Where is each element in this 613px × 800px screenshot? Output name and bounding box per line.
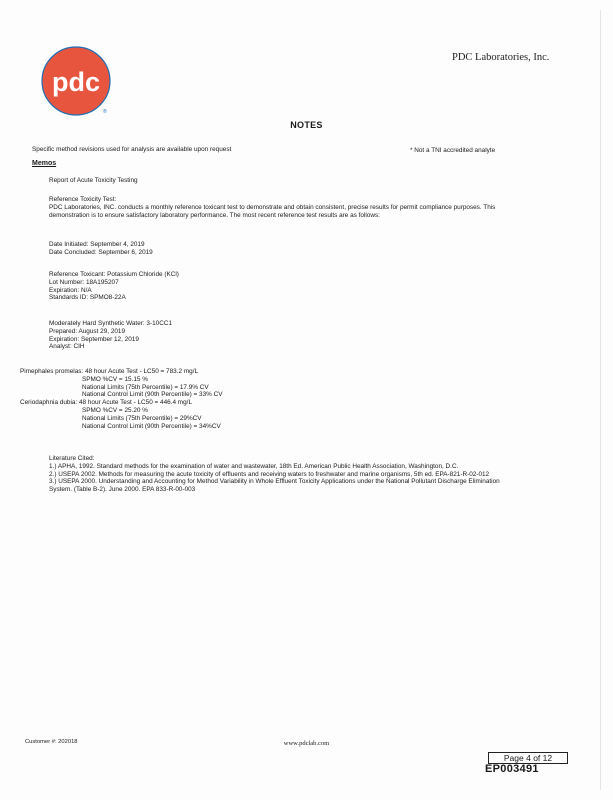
ceriodaphnia-control: National Control Limit (90th Percentile) = 34%CV: [82, 422, 221, 430]
analyst: Analyst: CIH: [49, 343, 85, 351]
ceriodaphnia-national: National Limits (75th Percentile) = 29%CV: [82, 414, 202, 422]
svg-text:pdc: pdc: [51, 67, 101, 97]
literature-item: 3.) USEPA 2000. Understanding and Accounting for Method Variability in Whole Effluent Toxicity Applications under the National Pollutant Discharge Elimination System. (Table B-2). June 2000. EPA 833-R-00-003: [49, 478, 500, 494]
lot-number: Lot Number: 18A195207: [49, 278, 119, 286]
pimephales-national: National Limits (75th Percentile) = 17.9% CV: [82, 383, 209, 391]
expiration: Expiration: N/A: [49, 286, 92, 294]
tni-note: * Not a TNI accredited analyte: [410, 147, 496, 154]
literature-heading: Literature Cited:: [49, 455, 95, 462]
page-number: Page 4 of 12: [488, 752, 568, 764]
dates-section: [49, 241, 509, 257]
literature-section: [49, 455, 511, 494]
pdc-logo: [40, 45, 112, 117]
svg-text:®: ®: [103, 109, 107, 115]
pimephales-control: National Control Limit (90th Percentile) = 33% CV: [82, 391, 223, 399]
page-title: NOTES: [290, 120, 323, 130]
date-initiated: Date Initiated: September 4, 2019: [49, 241, 145, 248]
prepared: Prepared: August 29, 2019: [49, 327, 126, 335]
customer-number: Customer #: 202018: [25, 739, 78, 745]
water: Moderately Hard Synthetic Water: 3-10CC1: [49, 320, 173, 327]
ceriodaphnia-spmo: SPMO %CV = 25.20 %: [82, 407, 148, 415]
reference-section: [49, 196, 509, 219]
toxicant: Reference Toxicant: Potassium Chloride (KCl): [49, 271, 179, 278]
revisions-note: Specific method revisions used for analysis are available upon request: [32, 146, 232, 153]
website-url: www.pdclab.com: [283, 740, 330, 747]
company-name: PDC Laboratories, Inc.: [452, 52, 550, 63]
results-section: [20, 368, 490, 431]
pimephales-result: Pimephales promelas: 48 hour Acute Test - LC50 = 783.2 mg/L: [20, 368, 199, 375]
memos-heading: Memos: [32, 160, 57, 167]
date-concluded: Date Concluded: September 6, 2019: [49, 248, 153, 256]
reference-heading: Reference Toxicity Test:: [49, 196, 117, 203]
report-title: Report of Acute Toxicity Testing: [49, 177, 138, 184]
water-section: [49, 320, 509, 351]
document-id: EP003491: [485, 763, 539, 775]
water-expiration: Expiration: September 12, 2019: [49, 335, 139, 343]
pimephales-spmo: SPMO %CV = 15.15 %: [82, 375, 148, 383]
literature-item: 1.) APHA, 1992. Standard methods for the examination of water and wastewater, 18th Ed. American Public Health Association, Washington, D.C.: [49, 462, 459, 470]
reference-body: PDC Laboratories, INC. conducts a monthly reference toxicant test to demonstrate and obtain consistent, precise results for permit compliance purposes. This demonstration is to ensure satisfactory laboratory performance. The most recent reference test results are as follows:: [49, 203, 496, 219]
literature-item: 2.) USEPA 2002. Methods for measuring the acute toxicity of effluents and receiving waters to freshwater and marine organisms, 5th ed. EPA-821-R-02-012: [49, 470, 490, 478]
standards-id: Standards ID: SPMO8-22A: [49, 294, 126, 302]
ceriodaphnia-result: Ceriodaphnia dubia: 48 hour Acute Test - LC50 = 446.4 mg/L: [20, 399, 193, 407]
page-edge-divider: [600, 10, 601, 790]
toxicant-section: [49, 271, 509, 302]
